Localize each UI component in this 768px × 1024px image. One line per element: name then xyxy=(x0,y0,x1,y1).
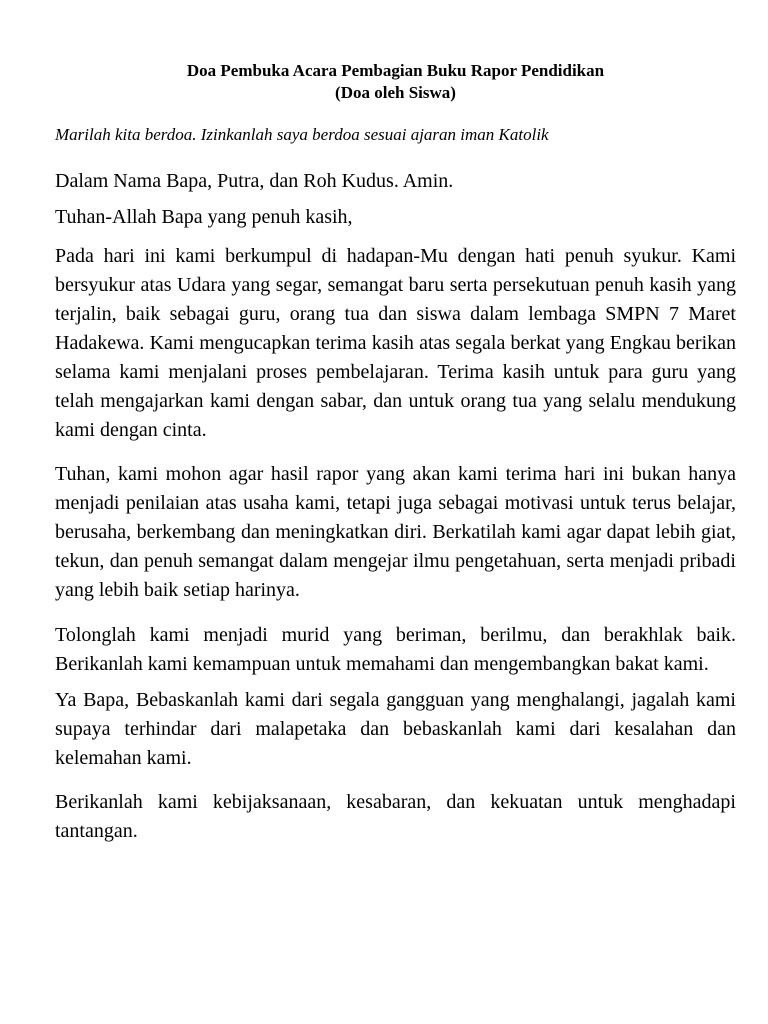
title-line-1: Doa Pembuka Acara Pembagian Buku Rapor Pendidikan xyxy=(186,61,605,80)
paragraph-wisdom: Berikanlah kami kebijaksanaan, kesabaran, dan kekuatan untuk menghadapi tantangan. xyxy=(55,791,736,842)
paragraph-gratitude: Pada hari ini kami berkumpul di hadapan-Mu dengan hati penuh syukur. Kami bersyukur atas Udara yang segar, semangat baru serta persekutuan penuh kasih yang terjalin, baik sebagai guru, orang tua dan siswa dalam lembaga SMPN 7 Maret Hadakewa. Kami mengucapkan terima kasih atas segala berkat yang Engkau berikan selama kami menjalani proses pembelajaran. Terima kasih untuk para guru yang telah mengajarkan kami dengan sabar, dan untuk orang tua yang selalu mendukung kami dengan cinta. xyxy=(55,245,736,441)
document-page xyxy=(55,60,736,846)
title-line-2: (Doa oleh Siswa) xyxy=(335,83,456,102)
document-title xyxy=(55,60,736,104)
paragraph-opening: Dalam Nama Bapa, Putra, dan Roh Kudus. Amin. xyxy=(55,170,454,192)
paragraph-faithful-students: Tolonglah kami menjadi murid yang beriman, berilmu, dan berakhlak baik. Berikanlah kami kemampuan untuk memahami dan mengembangkan bakat kami. xyxy=(55,624,736,675)
paragraph-report-request: Tuhan, kami mohon agar hasil rapor yang akan kami terima hari ini bukan hanya menjadi penilaian atas usaha kami, tetapi juga sebagai motivasi untuk terus belajar, berusaha, berkembang dan meningkatkan diri. Berkatilah kami agar dapat lebih giat, tekun, dan penuh semangat dalam mengejar ilmu pengetahuan, serta menjadi pribadi yang lebih baik setiap harinya. xyxy=(55,463,736,601)
paragraph-deliverance: Ya Bapa, Bebaskanlah kami dari segala gangguan yang menghalangi, jagalah kami supaya terhindar dari malapetaka dan bebaskanlah kami dari kesalahan dan kelemahan kami. xyxy=(55,689,736,769)
paragraph-greeting: Tuhan-Allah Bapa yang penuh kasih, xyxy=(55,206,353,228)
intro-text: Marilah kita berdoa. Izinkanlah saya berdoa sesuai ajaran iman Katolik xyxy=(55,125,549,144)
